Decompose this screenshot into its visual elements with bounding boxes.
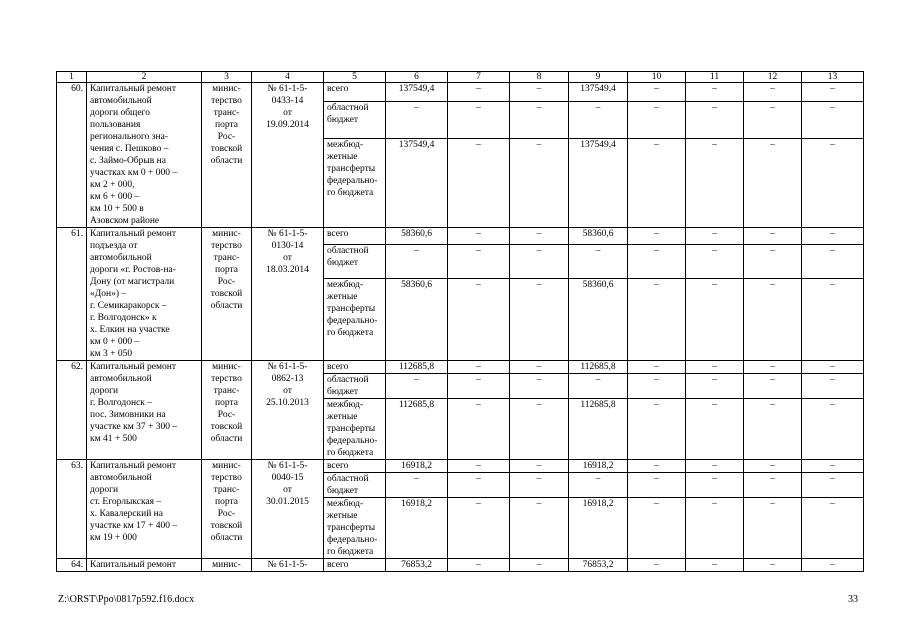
value-cell: – (802, 138, 864, 227)
value-cell: – (628, 245, 686, 279)
value-cell: – (386, 473, 448, 498)
value-cell: 76853,2 (386, 559, 448, 572)
column-number-cell: 8 (510, 72, 569, 83)
value-cell: – (628, 473, 686, 498)
value-cell: – (628, 361, 686, 374)
value-cell: – (744, 228, 802, 245)
funding-source: всего (324, 83, 386, 102)
funding-source: областной бюджет (324, 473, 386, 498)
value-cell: – (510, 279, 569, 361)
table-row (57, 228, 864, 245)
project-description: Капитальный ремонт автомобильной дороги общего пользования регионального зна- чения с. Пешково – с. Займо-Обрыв на участках км 0 + 000 – км 2 + 000, км 6 + 000 – км 10 + 500 в Азовском районе (87, 83, 202, 228)
value-cell: – (744, 399, 802, 460)
value-cell: – (802, 374, 864, 399)
column-number-cell: 5 (324, 72, 386, 83)
value-cell: – (628, 279, 686, 361)
value-cell: – (510, 473, 569, 498)
file-path: Z:\ORST\Ppo\0817p592.f16.docx (58, 594, 195, 605)
value-cell: – (744, 498, 802, 559)
funding-source: областной бюджет (324, 374, 386, 399)
value-cell: – (686, 498, 744, 559)
value-cell: – (448, 83, 510, 102)
column-number-cell: 3 (202, 72, 252, 83)
funding-source: межбюд- жетные трансферты федерально- го бюджета (324, 498, 386, 559)
value-cell: – (686, 361, 744, 374)
value-cell: – (510, 460, 569, 473)
value-cell: – (386, 245, 448, 279)
document-number: № 61-1-5- 0040-15 от 30.01.2015 (252, 460, 324, 559)
value-cell: – (744, 102, 802, 139)
value-cell: – (744, 138, 802, 227)
value-cell: – (510, 83, 569, 102)
value-cell: – (744, 460, 802, 473)
value-cell: – (448, 473, 510, 498)
page-number: 33 (848, 594, 858, 605)
value-cell: 112685,8 (569, 399, 628, 460)
row-number: 60. (57, 83, 87, 228)
value-cell: – (802, 498, 864, 559)
value-cell: 112685,8 (386, 399, 448, 460)
value-cell: – (510, 559, 569, 572)
column-number-cell: 2 (87, 72, 202, 83)
responsible-ministry: минис- терство транс- порта Рос- товской области (202, 83, 252, 228)
column-number-cell: 13 (802, 72, 864, 83)
value-cell: – (510, 361, 569, 374)
value-cell: 137549,4 (569, 83, 628, 102)
value-cell: – (628, 138, 686, 227)
column-number-cell: 10 (628, 72, 686, 83)
value-cell: 16918,2 (386, 460, 448, 473)
document-number: № 61-1-5- 0130-14 от 18.03.2014 (252, 228, 324, 361)
funding-source: областной бюджет (324, 245, 386, 279)
column-number-cell: 12 (744, 72, 802, 83)
value-cell: – (448, 138, 510, 227)
value-cell: – (686, 374, 744, 399)
value-cell: 137549,4 (569, 138, 628, 227)
responsible-ministry: минис- (202, 559, 252, 572)
value-cell: 58360,6 (386, 228, 448, 245)
document-number: № 61-1-5- 0433-14 от 19.09.2014 (252, 83, 324, 228)
value-cell: – (386, 374, 448, 399)
funding-source: всего (324, 361, 386, 374)
value-cell: – (628, 399, 686, 460)
row-number: 62. (57, 361, 87, 460)
value-cell: – (448, 460, 510, 473)
value-cell: – (448, 279, 510, 361)
value-cell: 58360,6 (569, 279, 628, 361)
responsible-ministry: минис- терство транс- порта Рос- товской области (202, 228, 252, 361)
column-number-cell: 1 (57, 72, 87, 83)
value-cell: – (686, 228, 744, 245)
value-cell: – (744, 83, 802, 102)
project-description: Капитальный ремонт автомобильной дороги ст. Егорлыкская – х. Кавалерский на участке км 17 + 400 – км 19 + 000 (87, 460, 202, 559)
funding-source: областной бюджет (324, 102, 386, 139)
document-number: № 61-1-5- 0862-13 от 25.10.2013 (252, 361, 324, 460)
funding-source: всего (324, 559, 386, 572)
value-cell: – (686, 138, 744, 227)
value-cell: – (628, 559, 686, 572)
value-cell: – (628, 374, 686, 399)
value-cell: – (744, 361, 802, 374)
value-cell: – (744, 374, 802, 399)
row-number: 61. (57, 228, 87, 361)
value-cell: – (510, 245, 569, 279)
value-cell: – (448, 374, 510, 399)
value-cell: 16918,2 (386, 498, 448, 559)
value-cell: – (569, 374, 628, 399)
row-number: 63. (57, 460, 87, 559)
value-cell: – (686, 279, 744, 361)
value-cell: 76853,2 (569, 559, 628, 572)
table-row (57, 559, 864, 572)
value-cell: – (686, 83, 744, 102)
funding-source: межбюд- жетные трансферты федерально- го бюджета (324, 279, 386, 361)
value-cell: 137549,4 (386, 83, 448, 102)
column-number-cell: 4 (252, 72, 324, 83)
value-cell: – (510, 102, 569, 139)
funding-source: межбюд- жетные трансферты федерально- го бюджета (324, 399, 386, 460)
value-cell: – (744, 279, 802, 361)
value-cell: – (448, 498, 510, 559)
table-row (57, 83, 864, 102)
column-number-row (57, 72, 864, 83)
value-cell: – (686, 399, 744, 460)
responsible-ministry: минис- терство транс- порта Рос- товской области (202, 361, 252, 460)
value-cell: 58360,6 (386, 279, 448, 361)
document-number: № 61-1-5- (252, 559, 324, 572)
value-cell: – (510, 374, 569, 399)
value-cell: 16918,2 (569, 460, 628, 473)
value-cell: – (686, 460, 744, 473)
value-cell: – (386, 102, 448, 139)
value-cell: – (510, 228, 569, 245)
value-cell: – (448, 228, 510, 245)
value-cell: 137549,4 (386, 138, 448, 227)
funding-source: всего (324, 460, 386, 473)
value-cell: – (628, 498, 686, 559)
value-cell: – (802, 399, 864, 460)
funding-source: всего (324, 228, 386, 245)
value-cell: – (448, 245, 510, 279)
funding-source: межбюд- жетные трансферты федерально- го бюджета (324, 138, 386, 227)
project-description: Капитальный ремонт (87, 559, 202, 572)
value-cell: – (744, 245, 802, 279)
value-cell: – (628, 460, 686, 473)
value-cell: – (510, 138, 569, 227)
value-cell: – (802, 279, 864, 361)
value-cell: – (802, 228, 864, 245)
value-cell: – (628, 102, 686, 139)
column-number-cell: 11 (686, 72, 744, 83)
value-cell: – (802, 473, 864, 498)
value-cell: – (802, 102, 864, 139)
column-number-cell: 6 (386, 72, 448, 83)
value-cell: – (802, 559, 864, 572)
column-number-cell: 7 (448, 72, 510, 83)
value-cell: – (510, 399, 569, 460)
column-number-cell: 9 (569, 72, 628, 83)
value-cell: – (744, 559, 802, 572)
project-description: Капитальный ремонт автомобильной дороги г. Волгодонск – пос. Зимовники на участке км 37 + 300 – км 41 + 500 (87, 361, 202, 460)
value-cell: – (448, 559, 510, 572)
value-cell: – (802, 361, 864, 374)
value-cell: – (448, 102, 510, 139)
value-cell: – (686, 102, 744, 139)
value-cell: – (686, 245, 744, 279)
value-cell: – (569, 473, 628, 498)
value-cell: – (686, 559, 744, 572)
responsible-ministry: минис- терство транс- порта Рос- товской области (202, 460, 252, 559)
value-cell: – (802, 460, 864, 473)
value-cell: – (569, 245, 628, 279)
value-cell: – (802, 245, 864, 279)
value-cell: 58360,6 (569, 228, 628, 245)
value-cell: – (802, 83, 864, 102)
value-cell: – (628, 228, 686, 245)
value-cell: – (448, 399, 510, 460)
value-cell: – (628, 83, 686, 102)
budget-table (56, 71, 864, 572)
value-cell: – (686, 473, 744, 498)
value-cell: 112685,8 (569, 361, 628, 374)
value-cell: 112685,8 (386, 361, 448, 374)
value-cell: – (569, 102, 628, 139)
table-row (57, 361, 864, 374)
row-number: 64. (57, 559, 87, 572)
project-description: Капитальный ремонт подъезда от автомобильной дороги «г. Ростов-на- Дону (от магистрали «Дон») – г. Семикаракорск – г. Волгодонск» к х. Елкин на участке км 0 + 000 – км 3 + 050 (87, 228, 202, 361)
value-cell: – (744, 473, 802, 498)
table-row (57, 460, 864, 473)
value-cell: – (510, 498, 569, 559)
value-cell: 16918,2 (569, 498, 628, 559)
value-cell: – (448, 361, 510, 374)
